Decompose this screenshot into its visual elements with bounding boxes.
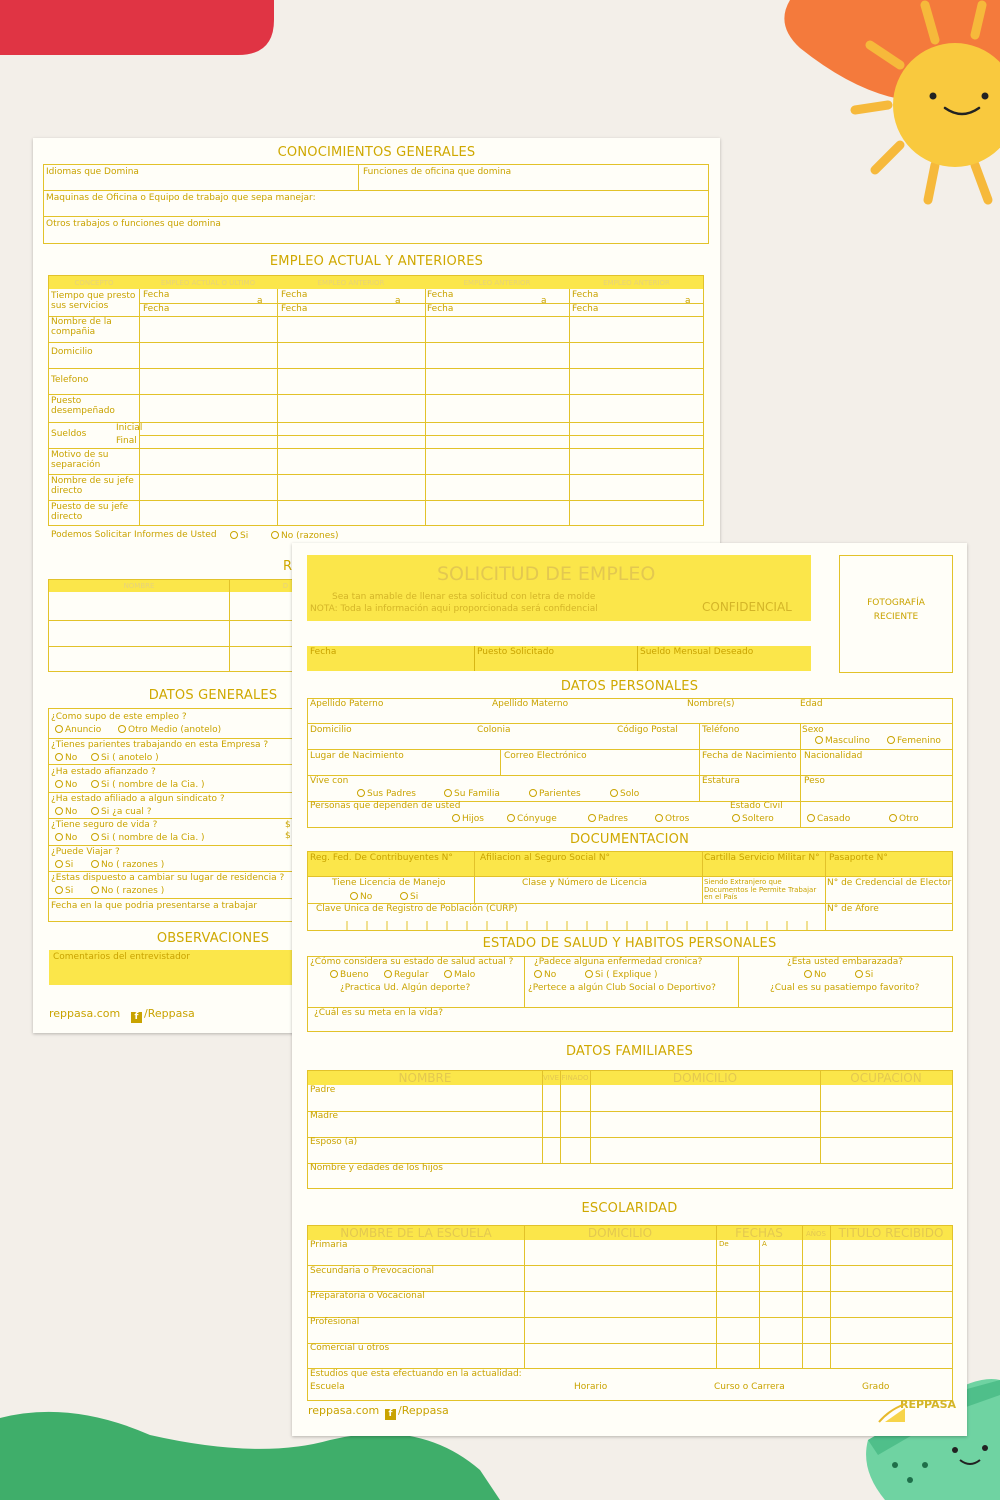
radio-icon	[889, 814, 897, 822]
front-page	[292, 543, 967, 1436]
sexo-femenino-option[interactable]: Femenino	[887, 736, 941, 747]
empleo-row-2: Domicilio	[51, 347, 93, 357]
form-title: SOLICITUD DE EMPLEO	[437, 563, 656, 585]
esc-header-domicilio: DOMICILIO	[587, 1226, 653, 1240]
esc-de-label: De	[719, 1240, 729, 1248]
fam-header-domicilio: DOMICILIO	[672, 1071, 738, 1085]
radio-icon	[887, 736, 895, 744]
radio-icon	[350, 892, 358, 900]
references-title-fragment: R	[283, 559, 293, 574]
esc-row-preparatoria: Preparatoria o Vocacional	[310, 1291, 425, 1301]
salud-q3-label: ¿Esta usted embarazada?	[787, 957, 904, 967]
sexo-masculino-option[interactable]: Masculino	[815, 736, 870, 747]
esc-row-secundaria: Secundaria o Prevocacional	[310, 1266, 435, 1276]
radio-icon	[91, 833, 99, 841]
esc-escuela-label: Escuela	[310, 1382, 345, 1392]
a-label: a	[395, 296, 401, 306]
radio-icon	[655, 814, 663, 822]
radio-icon	[732, 814, 740, 822]
radio-icon	[804, 970, 812, 978]
esc-curso-label: Curso o Carrera	[714, 1382, 785, 1392]
solicitar-informes-label: Podemos Solicitar Informes de Usted	[51, 530, 217, 540]
empleo-header-0: CONCEPTO	[74, 279, 114, 287]
radio-icon	[91, 860, 99, 868]
radio-icon	[855, 970, 863, 978]
pasaporte-label: Pasaporte N°	[829, 853, 888, 863]
radio-icon	[91, 807, 99, 815]
empleo-row-5: Sueldos	[51, 429, 87, 439]
credencial-label: N° de Credencial de Elector	[827, 878, 952, 888]
edad-label: Edad	[800, 699, 823, 709]
puesto-solicitado-field[interactable]: Puesto Solicitado	[477, 647, 555, 657]
section-title-familiares: DATOS FAMILIARES	[565, 1044, 694, 1059]
dg-q2a-option[interactable]: No	[55, 753, 77, 764]
lugar-nacimiento-label: Lugar de Nacimiento	[310, 751, 404, 761]
correo-label: Correo Electrónico	[504, 751, 587, 761]
dep-otros-option[interactable]: Otros	[655, 814, 689, 825]
radio-icon	[357, 789, 365, 797]
dg-q4-label: ¿Ha estado afiliado a algun sindicato ?	[51, 794, 225, 804]
nombres-label: Nombre(s)	[687, 699, 735, 709]
radio-icon	[271, 531, 279, 539]
red-corner-shape	[0, 0, 274, 55]
salud-malo-option[interactable]: Malo	[444, 970, 475, 981]
cronica-no-option[interactable]: No	[534, 970, 556, 981]
footer-facebook[interactable]: f /Reppasa	[385, 1405, 449, 1420]
dg-q1a-option[interactable]: Anuncio	[55, 725, 101, 736]
dependientes-label: Personas que dependen de usted	[310, 801, 461, 811]
vive-padres-option[interactable]: Sus Padres	[357, 789, 416, 800]
civil-otro-option[interactable]: Otro	[889, 814, 919, 825]
fam-row-madre: Madre	[310, 1111, 339, 1121]
facebook-icon: f	[131, 1012, 142, 1023]
empleo-header-1: EMPLEO ACTUAL O ULTIMO	[160, 279, 256, 287]
rfc-label: Reg. Fed. De Contribuyentes N°	[310, 853, 453, 863]
fecha-field[interactable]: Fecha	[310, 647, 337, 657]
empleo-row-8: Puesto de su jefe directo	[51, 502, 129, 522]
dep-hijos-option[interactable]: Hijos	[452, 814, 484, 825]
radio-icon	[55, 780, 63, 788]
clase-licencia-label: Clase y Número de Licencia	[522, 878, 647, 888]
esc-a-label: A	[762, 1240, 767, 1248]
radio-icon	[815, 736, 823, 744]
fam-row-padre: Padre	[310, 1085, 336, 1095]
esc-header-fechas: FECHAS	[735, 1226, 783, 1240]
radio-icon	[400, 892, 408, 900]
fecha-label: Fecha	[143, 290, 170, 300]
civil-casado-option[interactable]: Casado	[807, 814, 850, 825]
radio-icon	[55, 860, 63, 868]
dg-q5a-option[interactable]: No	[55, 833, 77, 844]
solicitar-si-option[interactable]: Si	[230, 531, 248, 542]
dg-q7-label: ¿Estas dispuesto a cambiar su lugar de residencia ?	[51, 873, 285, 883]
sueldo-inicial-label: Inicial	[116, 423, 143, 433]
radio-icon	[55, 807, 63, 815]
radio-icon	[610, 789, 618, 797]
empleo-row-4: Puesto desempeñado	[51, 396, 115, 416]
domicilio-label: Domicilio	[310, 725, 352, 735]
dg-q8-label: Fecha en la que podria presentarse a trabajar	[51, 901, 258, 911]
empleo-row-0: Tiempo que presto sus servicios	[51, 291, 136, 311]
dg-dollar-label: $	[285, 820, 291, 830]
civil-soltero-option[interactable]: Soltero	[732, 814, 774, 825]
a-label: a	[257, 296, 263, 306]
radio-icon	[585, 970, 593, 978]
a-label: a	[685, 296, 691, 306]
dg-q3-label: ¿Ha estado afianzado ?	[51, 767, 156, 777]
empleo-row-3: Telefono	[51, 375, 89, 385]
estatura-label: Estatura	[702, 776, 740, 786]
dg-q5-label: ¿Tiene seguro de vida ?	[51, 820, 158, 830]
radio-icon	[55, 725, 63, 733]
photo-label-2: RECIENTE	[873, 612, 919, 622]
radio-icon	[91, 780, 99, 788]
vive-familia-option[interactable]: Su Familia	[444, 789, 500, 800]
radio-icon	[330, 970, 338, 978]
salud-regular-option[interactable]: Regular	[384, 970, 429, 981]
extranjero-label: Siendo Extranjero que Documentos le Permite Trabajar en el País	[704, 878, 817, 902]
section-title-personales: DATOS PERSONALES	[560, 679, 699, 694]
fecha-label: Fecha	[281, 290, 308, 300]
club-label: ¿Pertece a algún Club Social o Deportivo?	[528, 983, 716, 993]
sexo-label: Sexo	[802, 725, 824, 735]
a-label: a	[541, 296, 547, 306]
esc-row-comercial: Comercial u otros	[310, 1343, 390, 1353]
imss-label: Afiliacion al Seguro Social N°	[480, 853, 611, 863]
radio-icon	[384, 970, 392, 978]
empleo-row-1: Nombre de la compañia	[51, 317, 112, 337]
dg-q3a-option[interactable]: No	[55, 780, 77, 791]
cronica-si-option[interactable]: Si ( Explique )	[585, 970, 658, 981]
section-title-documentacion: DOCUMENTACION	[569, 832, 690, 847]
dg-dollar-label: $	[285, 831, 291, 841]
references-header-d: D	[282, 582, 289, 590]
dg-q1b-option[interactable]: Otro Medio (anotelo)	[118, 725, 221, 736]
esc-grado-label: Grado	[862, 1382, 890, 1392]
brand-swoosh-icon	[877, 1400, 907, 1424]
fam-row-hijos: Nombre y edades de los hijos	[310, 1163, 443, 1173]
radio-icon	[534, 970, 542, 978]
references-table	[48, 579, 293, 672]
footer-facebook[interactable]: f /Reppasa	[131, 1008, 195, 1023]
apellido-materno-label: Apellido Materno	[492, 699, 569, 709]
curp-label: Clave Unica de Registro de Población (CURP)	[316, 904, 518, 914]
licencia-label: Tiene Licencia de Manejo	[332, 878, 446, 888]
salud-q1-label: ¿Cómo considera su estado de salud actual ?	[310, 957, 514, 967]
vive-solo-option[interactable]: Solo	[610, 789, 639, 800]
empleo-header-2: EMPLEO ANTERIOR	[317, 279, 385, 287]
radio-icon	[55, 886, 63, 894]
embarazo-no-option[interactable]: No	[804, 970, 826, 981]
afore-label: N° de Afore	[827, 904, 879, 914]
section-title-observaciones: OBSERVACIONES	[156, 931, 270, 946]
salud-bueno-option[interactable]: Bueno	[330, 970, 369, 981]
licencia-no-option[interactable]: No	[350, 892, 372, 903]
dg-q2b-option[interactable]: Si ( anotelo )	[91, 753, 159, 764]
radio-icon	[588, 814, 596, 822]
fam-header-nombre: NOMBRE	[398, 1071, 452, 1085]
empleo-row-7: Nombre de su jefe directo	[51, 476, 134, 496]
dg-q4a-option[interactable]: No	[55, 807, 77, 818]
meta-label: ¿Cuál es su meta en la vida?	[314, 1008, 444, 1018]
fecha-label: Fecha	[143, 304, 170, 314]
esc-header-anos: AÑOS	[806, 1230, 826, 1238]
dg-q3b-option[interactable]: Si ( nombre de la Cia. )	[91, 780, 205, 791]
esc-actual-label: Estudios que esta efectuando en la actualidad:	[310, 1369, 522, 1379]
facebook-icon: f	[385, 1409, 396, 1420]
solicitar-no-option[interactable]: No (razones)	[271, 531, 339, 542]
sueldo-final-label: Final	[116, 436, 137, 446]
maquinas-label: Maquinas de Oficina o Equipo de trabajo que sepa manejar:	[46, 193, 316, 203]
sueldo-deseado-field[interactable]: Sueldo Mensual Deseado	[640, 647, 754, 657]
radio-icon	[55, 833, 63, 841]
cartilla-label: Cartilla Servicio Militar N°	[704, 853, 820, 863]
form-note: NOTA: Toda la información aqui proporcionada será confidencial	[310, 604, 598, 614]
footer-site[interactable]: reppasa.com	[49, 1007, 121, 1020]
dg-q7b-option[interactable]: No ( razones )	[91, 886, 164, 897]
fam-header-ocupacion: OCUPACION	[850, 1071, 922, 1085]
fam-header-vive: VIVE	[542, 1074, 560, 1082]
radio-icon	[507, 814, 515, 822]
estado-civil-label: Estado Civil	[730, 801, 783, 811]
fam-row-esposo: Esposo (a)	[310, 1137, 358, 1147]
form-subtitle: Sea tan amable de llenar esta solicitud con letra de molde	[332, 592, 596, 602]
fecha-label: Fecha	[572, 304, 599, 314]
fam-header-finado: FINADO	[561, 1074, 589, 1082]
section-title-conocimientos: CONOCIMIENTOS GENERALES	[277, 145, 476, 160]
radio-icon	[118, 725, 126, 733]
funciones-label: Funciones de oficina que domina	[363, 167, 512, 177]
nacionalidad-label: Nacionalidad	[804, 751, 863, 761]
section-title-escolaridad: ESCOLARIDAD	[581, 1201, 678, 1216]
vive-parientes-option[interactable]: Parientes	[529, 789, 581, 800]
radio-icon	[230, 531, 238, 539]
confidencial-label: CONFIDENCIAL	[702, 600, 792, 614]
dg-q4b-option[interactable]: Si ¿a cual ?	[91, 807, 152, 818]
fecha-label: Fecha	[427, 304, 454, 314]
radio-icon	[55, 753, 63, 761]
dep-conyuge-option[interactable]: Cónyuge	[507, 814, 557, 825]
radio-icon	[91, 886, 99, 894]
dg-q6a-option[interactable]: Si	[55, 860, 73, 871]
fecha-label: Fecha	[427, 290, 454, 300]
dep-padres-option[interactable]: Padres	[588, 814, 628, 825]
section-title-salud: ESTADO DE SALUD Y HABITOS PERSONALES	[482, 936, 777, 951]
dg-q5b-option[interactable]: Si ( nombre de la Cia. )	[91, 833, 205, 844]
codigo-postal-label: Código Postal	[617, 725, 678, 735]
dg-q1-label: ¿Como supo de este empleo ?	[51, 712, 187, 722]
empleo-header-3: EMPLEO ANTERIOR	[463, 279, 531, 287]
esc-row-primaria: Primaria	[310, 1240, 348, 1250]
references-header-name: NOMBRE	[123, 582, 155, 590]
radio-icon	[91, 753, 99, 761]
radio-icon	[444, 789, 452, 797]
empleo-header-4: EMPLEO ANTERIOR	[603, 279, 670, 287]
otros-trabajos-label: Otros trabajos o funciones que domina	[46, 219, 221, 229]
salud-q2-label: ¿Padece alguna enfermedad cronica?	[534, 957, 703, 967]
dg-q7a-option[interactable]: Si	[55, 886, 73, 897]
idiomas-label: Idiomas que Domina	[46, 167, 139, 177]
section-title-empleo: EMPLEO ACTUAL Y ANTERIORES	[269, 254, 484, 269]
radio-icon	[444, 970, 452, 978]
esc-horario-label: Horario	[574, 1382, 608, 1392]
radio-icon	[807, 814, 815, 822]
dg-q6b-option[interactable]: No ( razones )	[91, 860, 164, 871]
fecha-label: Fecha	[281, 304, 308, 314]
radio-icon	[529, 789, 537, 797]
esc-row-profesional: Profesional	[310, 1317, 360, 1327]
fecha-nacimiento-label: Fecha de Nacimiento	[702, 751, 797, 761]
pasatiempo-label: ¿Cual es su pasatiempo favorito?	[770, 983, 920, 993]
dg-q6-label: ¿Puede Viajar ?	[51, 847, 120, 857]
brand-logo: REPPASA	[900, 1398, 957, 1411]
footer-site[interactable]: reppasa.com	[308, 1404, 380, 1417]
esc-header-titulo: TITULO RECIBIDO	[838, 1226, 944, 1240]
radio-icon	[452, 814, 460, 822]
photo-label-1: FOTOGRAFÍA	[867, 598, 925, 608]
curp-character-boxes[interactable]	[307, 913, 825, 931]
fecha-label: Fecha	[572, 290, 599, 300]
section-title-datos-generales: DATOS GENERALES	[148, 688, 278, 703]
comentarios-label: Comentarios del entrevistador	[53, 952, 190, 962]
vive-con-label: Vive con	[310, 776, 349, 786]
peso-label: Peso	[804, 776, 825, 786]
dg-q2-label: ¿Tienes parientes trabajando en esta Empresa ?	[51, 740, 269, 750]
colonia-label: Colonia	[477, 725, 511, 735]
telefono-label: Teléfono	[702, 725, 740, 735]
apellido-paterno-label: Apellido Paterno	[310, 699, 384, 709]
licencia-si-option[interactable]: Si	[400, 892, 418, 903]
deporte-label: ¿Practica Ud. Algún deporte?	[340, 983, 471, 993]
esc-header-escuela: NOMBRE DE LA ESCUELA	[340, 1226, 492, 1240]
empleo-row-6: Motivo de su separación	[51, 450, 109, 470]
embarazo-si-option[interactable]: Si	[855, 970, 873, 981]
